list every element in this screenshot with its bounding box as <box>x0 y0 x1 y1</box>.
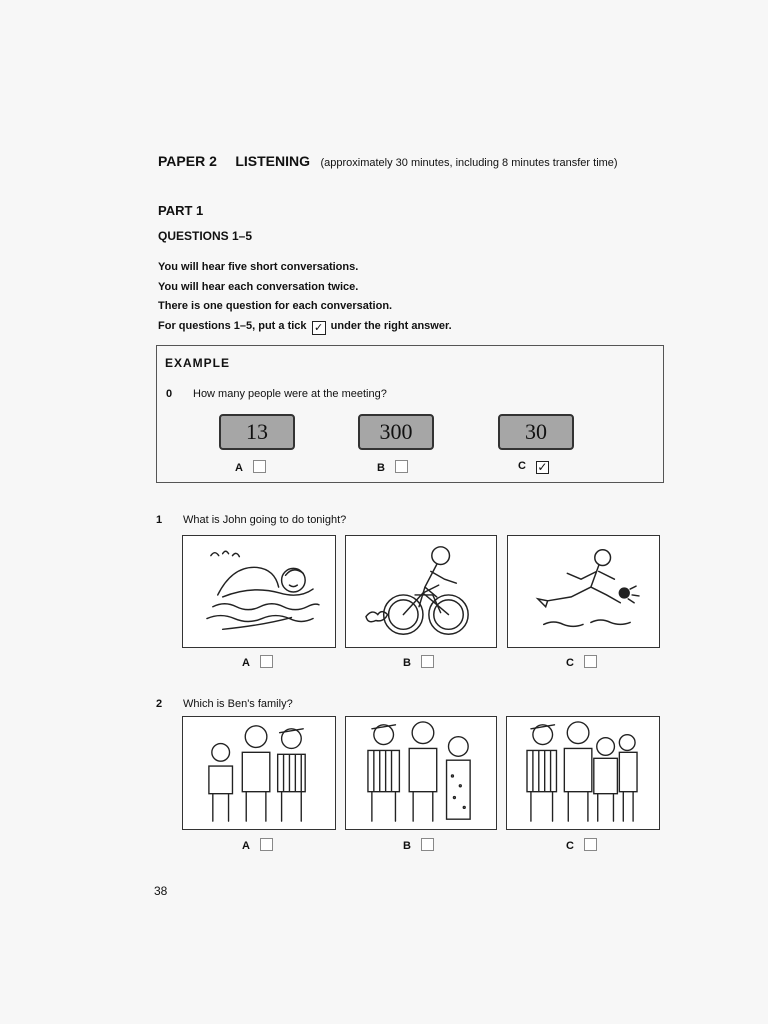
example-number: 0 <box>166 388 173 400</box>
instruction-line: You will hear each conversation twice. <box>158 280 359 293</box>
section-label: LISTENING <box>235 153 310 169</box>
instruction-line: You will hear five short conversations. <box>158 261 359 273</box>
family-group-icon <box>345 716 497 830</box>
option-letter: C <box>518 460 526 472</box>
instruction-text: For questions 1–5, put a tick <box>158 319 307 332</box>
example-option-c-number: 30 <box>498 414 574 450</box>
example-option-a-number: 13 <box>219 414 295 450</box>
question-2-text: Which is Ben's family? <box>183 698 293 710</box>
example-option-b <box>377 460 408 474</box>
option-letter: B <box>377 462 385 474</box>
question-2-number: 2 <box>156 698 163 710</box>
instruction-line <box>158 317 452 337</box>
answer-checkbox[interactable] <box>421 655 434 668</box>
answer-checkbox-checked[interactable]: ✓ <box>537 460 548 474</box>
questions-range-title: QUESTIONS 1–5 <box>158 229 253 243</box>
answer-checkbox[interactable] <box>260 655 273 668</box>
cyclist-icon <box>345 535 497 648</box>
paper-label: PAPER 2 <box>158 153 217 169</box>
option-letter: A <box>235 462 243 474</box>
instruction-text: under the right answer. <box>330 319 452 332</box>
option-letter: C <box>566 657 574 669</box>
answer-checkbox[interactable] <box>584 655 597 668</box>
example-option-a <box>235 460 266 474</box>
question-1-option-b <box>403 655 434 669</box>
question-1-option-c <box>566 655 597 669</box>
tick-icon: ✓ <box>312 321 326 335</box>
option-letter: B <box>403 657 411 669</box>
question-1-text: What is John going to do tonight? <box>183 514 347 526</box>
example-option-b-number: 300 <box>358 414 434 450</box>
answer-checkbox[interactable] <box>584 838 597 851</box>
question-1-number: 1 <box>156 514 163 526</box>
example-option-c <box>518 460 549 474</box>
swimmer-icon <box>182 535 336 648</box>
family-group-icon <box>182 716 336 830</box>
answer-checkbox[interactable] <box>421 838 434 851</box>
option-letter: A <box>242 657 250 669</box>
question-1-option-a <box>242 655 273 669</box>
answer-checkbox[interactable] <box>253 460 266 473</box>
example-title: EXAMPLE <box>165 356 231 370</box>
example-box <box>156 345 664 483</box>
question-2-option-b <box>403 838 434 852</box>
question-2-option-a <box>242 838 273 852</box>
part-title: PART 1 <box>158 203 204 218</box>
option-letter: C <box>566 840 574 852</box>
paper-heading <box>158 153 618 171</box>
answer-checkbox[interactable] <box>260 838 273 851</box>
option-letter: B <box>403 840 411 852</box>
example-question: How many people were at the meeting? <box>193 388 387 400</box>
paper-note: (approximately 30 minutes, including 8 minutes transfer time) <box>320 157 618 169</box>
instructions <box>158 258 452 336</box>
option-letter: A <box>242 840 250 852</box>
question-2-option-c <box>566 838 597 852</box>
page-number: 38 <box>154 884 168 898</box>
instruction-line: There is one question for each conversation. <box>158 300 393 312</box>
football-player-icon <box>507 535 660 648</box>
family-group-icon <box>506 716 660 830</box>
answer-checkbox[interactable] <box>395 460 408 473</box>
